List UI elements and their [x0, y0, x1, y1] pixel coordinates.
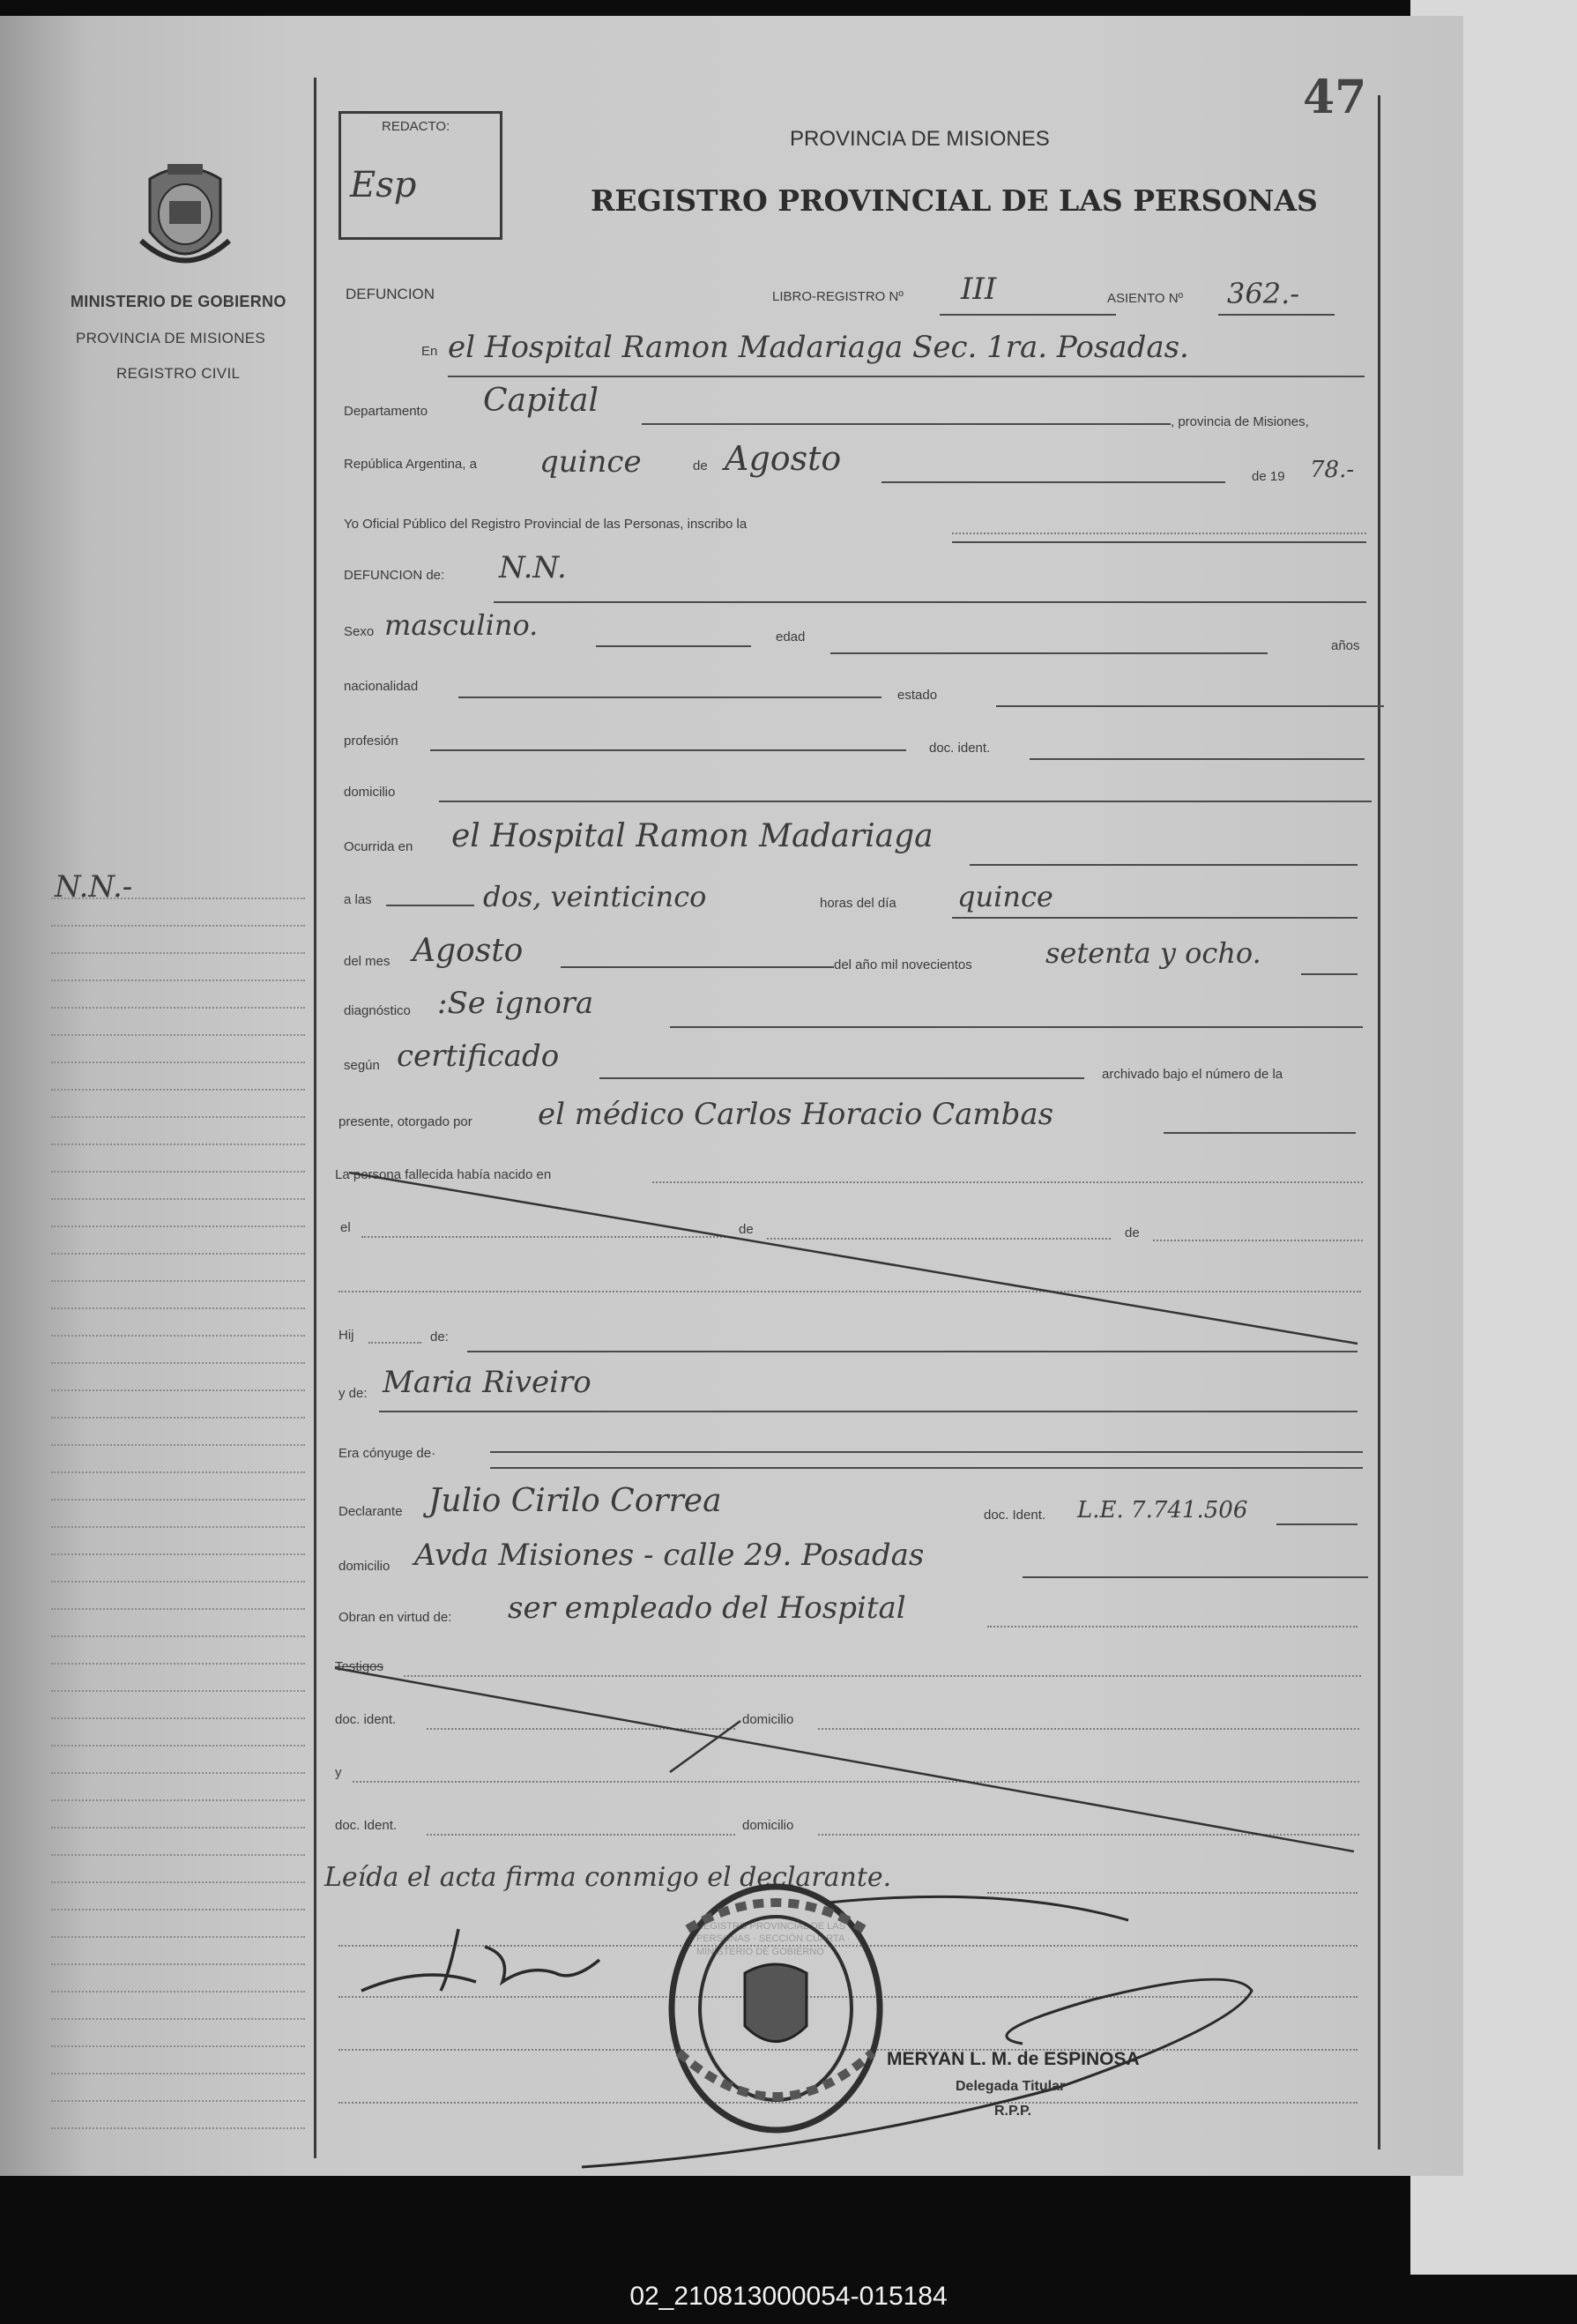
- doc-ident-label: doc. ident.: [929, 741, 991, 756]
- header-title: REGISTRO PROVINCIAL DE LAS PERSONAS: [591, 183, 1318, 218]
- stub-ministry: MINISTERIO DE GOBIERNO: [71, 293, 286, 310]
- redacto-label: REDACTO:: [382, 119, 450, 134]
- ocurrida-label: Ocurrida en: [344, 839, 413, 854]
- domicilio-label-2: domicilio: [338, 1559, 391, 1574]
- domicilio-value: Avda Misiones - calle 29. Posadas: [414, 1538, 925, 1573]
- departamento-value: Capital: [483, 383, 599, 419]
- officer-office: R.P.P.: [994, 2104, 1032, 2119]
- domicilio-label: domicilio: [344, 785, 396, 800]
- mes-value: Agosto: [725, 439, 842, 478]
- departamento-label: Departamento: [344, 404, 428, 419]
- edad-label: edad: [776, 629, 806, 644]
- domicilio-label-4: domicilio: [742, 1818, 794, 1833]
- declarante-label: Declarante: [338, 1504, 403, 1519]
- libro-value: III: [961, 272, 997, 307]
- horas-label: horas del día: [820, 896, 896, 911]
- dia-de-label: de: [693, 458, 708, 473]
- segun-label: según: [344, 1058, 380, 1073]
- conyuge-label: Era cónyuge de·: [338, 1446, 436, 1461]
- del-mes-value: Agosto: [413, 933, 524, 969]
- officer-signature: [564, 1894, 1305, 2176]
- hij-label: Hij: [338, 1328, 354, 1343]
- profesion-label: profesión: [344, 734, 398, 749]
- nacionalidad-label: nacionalidad: [344, 679, 419, 694]
- en-value: el Hospital Ramon Madariaga Sec. 1ra. Posadas.: [448, 330, 1189, 365]
- del-anio-value: setenta y ocho.: [1045, 936, 1261, 970]
- stub-registry: REGISTRO CIVIL: [116, 365, 241, 382]
- defuncion-de-label: DEFUNCION de:: [344, 568, 445, 583]
- image-id-caption: 02_210813000054-015184: [629, 2282, 948, 2311]
- diagnostico-label: diagnóstico: [344, 1003, 411, 1018]
- oficial-text: Yo Oficial Público del Registro Provincial de las Personas, inscribo la: [344, 517, 748, 532]
- a-las-label: a las: [344, 892, 372, 907]
- y-de-label: y de:: [338, 1386, 368, 1401]
- header-province: PROVINCIA DE MISIONES: [790, 127, 1050, 151]
- obran-label: Obran en virtud de:: [338, 1610, 452, 1625]
- y-label: y: [335, 1765, 342, 1780]
- nacido-label: La persona fallecida había nacido en: [335, 1167, 552, 1182]
- doc-ident-label-2: doc. Ident.: [984, 1508, 1046, 1523]
- redacto-initials: Esp: [350, 165, 417, 205]
- anos-label: años: [1331, 638, 1360, 653]
- asiento-label: ASIENTO Nº: [1107, 291, 1184, 306]
- declarante-value: Julio Cirilo Correa: [428, 1483, 722, 1519]
- sexo-label: Sexo: [344, 624, 375, 639]
- domicilio-label-3: domicilio: [742, 1712, 794, 1727]
- anio-label: de 19: [1252, 469, 1285, 484]
- del-mes-label: del mes: [344, 954, 391, 969]
- ocurrida-value: el Hospital Ramon Madariaga: [451, 818, 934, 854]
- doc-ident-label-3: doc. ident.: [335, 1712, 397, 1727]
- act-type: DEFUNCION: [346, 286, 435, 302]
- archivado-label: archivado bajo el número de la: [1102, 1067, 1283, 1082]
- presente-value: el médico Carlos Horacio Cambas: [538, 1097, 1054, 1132]
- asiento-value: 362.-: [1227, 277, 1300, 310]
- leida-text: Leída el acta firma conmigo el declarante.: [324, 1862, 892, 1893]
- libro-label: LIBRO-REGISTRO Nº: [772, 289, 904, 304]
- y-de-value: Maria Riveiro: [383, 1365, 591, 1400]
- en-label: En: [421, 344, 438, 359]
- officer-name: MERYAN L. M. de ESPINOSA: [887, 2049, 1140, 2069]
- diagnostico-value: :Se ignora: [437, 986, 594, 1021]
- obran-value: ser empleado del Hospital: [508, 1590, 906, 1626]
- testigos-label: Testigos: [335, 1659, 384, 1674]
- doc-ident-label-4: doc. Ident.: [335, 1818, 398, 1833]
- declarante-doc-value: L.E. 7.741.506: [1077, 1497, 1248, 1523]
- stub-entry-name: N.N.-: [55, 869, 133, 905]
- page-number: 47: [1303, 71, 1367, 124]
- register-page: [0, 16, 1463, 2176]
- hij-de-label: de:: [430, 1330, 449, 1344]
- estado-label: estado: [897, 688, 938, 703]
- anio-value: 78.-: [1310, 457, 1355, 483]
- stamp-ring-text: REGISTRO PROVINCIAL DE LAS PERSONAS · SECCIÓN CUARTA · MINISTERIO DE GOBIERNO: [696, 1921, 851, 1957]
- sexo-value: masculino.: [384, 608, 539, 642]
- provincia-suffix: , provincia de Misiones,: [1171, 414, 1309, 429]
- republica-label: República Argentina, a: [344, 457, 477, 472]
- segun-value: certificado: [397, 1039, 560, 1074]
- el-de-label: de: [739, 1222, 754, 1237]
- el-label: el: [340, 1220, 351, 1235]
- del-anio-label: del año mil novecientos: [834, 957, 972, 972]
- presente-label: presente, otorgado por: [338, 1114, 472, 1129]
- hora-value: dos, veinticinco: [483, 880, 707, 913]
- stub-province: PROVINCIA DE MISIONES: [76, 330, 266, 346]
- horas-dia-value: quince: [957, 880, 1053, 913]
- el-de-label-2: de: [1125, 1225, 1140, 1240]
- defuncion-de-value: N.N.: [499, 550, 567, 585]
- strike-lines: [0, 16, 1463, 2176]
- dia-value: quince: [539, 444, 642, 480]
- officer-role: Delegada Titular: [956, 2079, 1066, 2094]
